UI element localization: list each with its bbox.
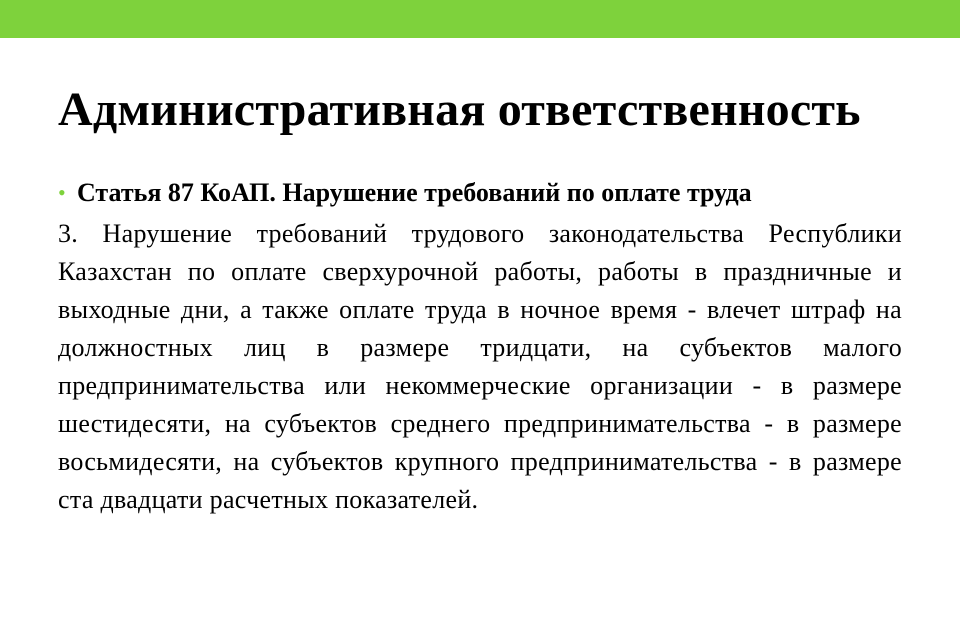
slide-title: Административная ответственность — [58, 83, 861, 136]
article-paragraph: 3. Нарушение требований трудового законодательства Республики Казахстан по оплате сверхурочной работы, работы в праздничные и выходные дни, а также оплате труда в ночное время - влечет штраф на должностных лиц в размере тридцати, на субъектов малого предпринимательства или некоммерческие организации - в размере шестидесяти, на субъектов среднего предпринимательства - в размере восьмидесяти, на субъектов крупного предпринимательства - в размере ста двадцати расчетных показателей. — [58, 219, 902, 514]
top-accent-bar — [0, 0, 960, 38]
slide-content — [58, 174, 902, 519]
bullet-item — [58, 174, 902, 212]
bullet-text: Статья 87 КоАП. Нарушение требований по оплате труда — [77, 178, 752, 207]
bullet-dot-icon: • — [58, 180, 66, 205]
